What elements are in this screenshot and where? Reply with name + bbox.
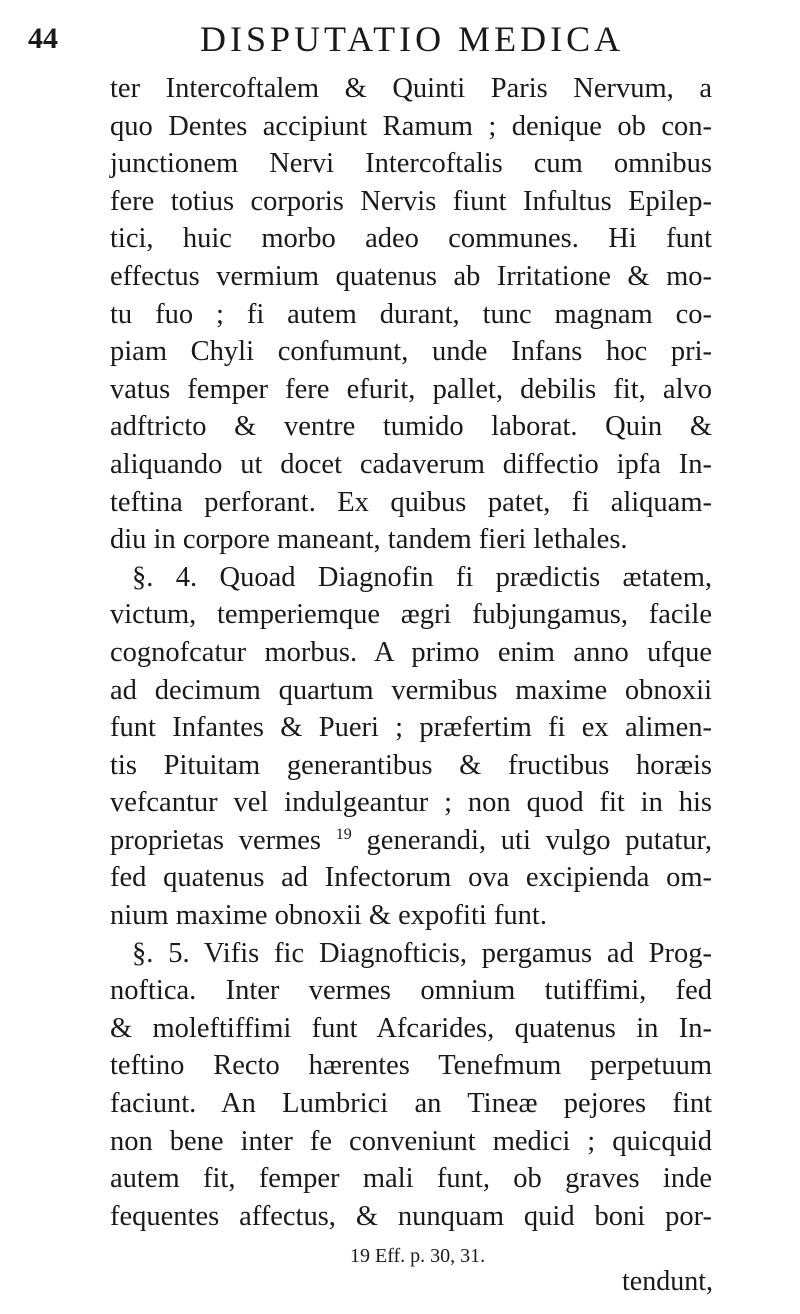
text-line: ad decimum quartum vermibus maxime obnoxii bbox=[110, 674, 712, 706]
text-line: vatus femper fere efurit, pallet, debilis fit, alvo bbox=[110, 373, 712, 405]
text-line: non bene inter fe conveniunt medici ; quicquid bbox=[110, 1125, 712, 1157]
text-segment: generandi, uti vulgo putatur, bbox=[366, 824, 713, 856]
text-line: & moleftiffimi funt Afcarides, quatenus in In- bbox=[110, 1012, 712, 1044]
text-line: autem fit, femper mali funt, ob graves inde bbox=[110, 1163, 712, 1195]
text-line: vefcantur vel indulgeantur ; non quod fit in his bbox=[110, 787, 712, 819]
text-line: quo Dentes accipiunt Ramum ; denique ob con- bbox=[110, 110, 712, 142]
text-line: fere totius corporis Nervis fiunt Infultus Epilep- bbox=[110, 185, 712, 217]
catchword: tendunt, bbox=[622, 1266, 713, 1297]
text-line: noftica. Inter vermes omnium tutiffimi, fed bbox=[110, 975, 712, 1007]
text-line: faciunt. An Lumbrici an Tineæ pejores fint bbox=[110, 1088, 712, 1120]
body-text bbox=[110, 70, 712, 1235]
text-segment: proprietas vermes bbox=[110, 824, 322, 856]
text-line: junctionem Nervi Intercoftalis cum omnibus bbox=[110, 148, 712, 180]
text-line: nium maxime obnoxii & expofiti funt. bbox=[110, 900, 547, 932]
text-line: fed quatenus ad Infectorum ova excipienda om- bbox=[110, 862, 712, 894]
text-line: tis Pituitam generantibus & fructibus horæis bbox=[110, 749, 712, 781]
text-line: adftricto & ventre tumido laborat. Quin & bbox=[110, 411, 712, 443]
text-line: tu fuo ; fi autem durant, tunc magnam co- bbox=[110, 298, 712, 330]
text-line: effectus vermium quatenus ab Irritatione & mo- bbox=[110, 260, 712, 292]
page-number: 44 bbox=[28, 22, 58, 55]
text-line: aliquando ut docet cadaverum diffectio ipfa In- bbox=[110, 448, 712, 480]
text-line: teftina perforant. Ex quibus patet, fi aliquam- bbox=[110, 486, 712, 518]
text-line: §. 5. Vifis fic Diagnofticis, pergamus ad Prog- bbox=[132, 937, 712, 969]
text-line: ter Intercoftalem & Quinti Paris Nervum, a bbox=[110, 73, 712, 104]
text-line: diu in corpore maneant, tandem fieri lethales. bbox=[110, 524, 628, 556]
text-line: cognofcatur morbus. A primo enim anno ufque bbox=[110, 636, 712, 668]
text-line: funt Infantes & Pueri ; præfertim fi ex alimen- bbox=[110, 712, 712, 744]
text-line: piam Chyli confumunt, unde Infans hoc pri- bbox=[110, 336, 712, 368]
footnote-ref: 19 bbox=[335, 825, 352, 843]
running-head: DISPUTATIO MEDICA bbox=[200, 19, 625, 59]
text-line-with-footnote-ref bbox=[110, 822, 712, 860]
text-line: victum, temperiemque ægri fubjungamus, facile bbox=[110, 599, 712, 631]
text-line: §. 4. Quoad Diagnofin fi prædictis ætatem, bbox=[132, 561, 712, 593]
footnote: 19 Eff. p. 30, 31. bbox=[350, 1245, 486, 1267]
text-line: tici, huic morbo adeo communes. Hi funt bbox=[110, 223, 712, 255]
text-line: fequentes affectus, & nunquam quid boni por- bbox=[110, 1200, 712, 1232]
text-line: teftino Recto hærentes Tenefmum perpetuum bbox=[110, 1050, 712, 1082]
